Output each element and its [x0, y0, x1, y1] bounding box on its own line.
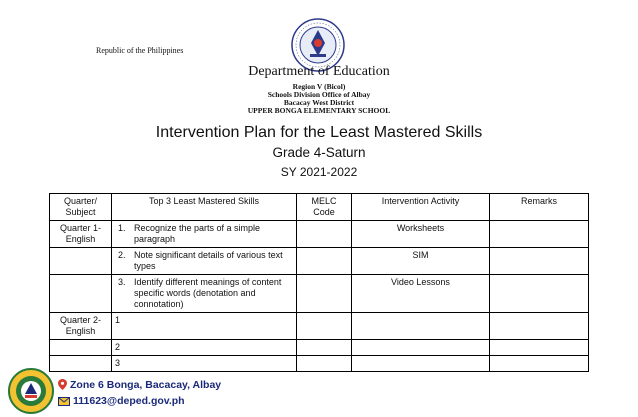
- remarks-cell: [490, 356, 589, 372]
- melc-code-cell: [297, 340, 352, 356]
- footer-email: [58, 395, 185, 407]
- melc-code-cell: [297, 313, 352, 340]
- skill-text: Note significant details of various text types: [134, 250, 283, 271]
- email-text: 111623@deped.gov.ph: [73, 395, 185, 407]
- remarks-cell: [490, 340, 589, 356]
- skill-text: Recognize the parts of a simple paragraph: [134, 223, 261, 244]
- intervention-table: [49, 193, 589, 372]
- plan-title: Intervention Plan for the Least Mastered Skills: [155, 124, 483, 141]
- skill-cell: [112, 275, 297, 313]
- quarter2-label: Quarter 2- English: [50, 313, 112, 340]
- activity-cell: Video Lessons: [352, 275, 490, 313]
- skill-cell: 1: [112, 313, 297, 340]
- table-header-row: [50, 194, 589, 221]
- activity-cell: SIM: [352, 248, 490, 275]
- department-title: Department of Education: [248, 64, 390, 79]
- header-quarter-subject: Quarter/ Subject: [50, 194, 112, 221]
- location-pin-icon: [58, 379, 67, 390]
- mail-icon: [58, 397, 70, 406]
- skill-cell: 2: [112, 340, 297, 356]
- region-label: Region V (Bicol): [292, 82, 346, 91]
- melc-code-cell: [297, 221, 352, 248]
- activity-cell: [352, 313, 490, 340]
- header-remarks: Remarks: [490, 194, 589, 221]
- table-row: [50, 313, 589, 340]
- school-year: SY 2021-2022: [280, 165, 358, 179]
- remarks-cell: [490, 313, 589, 340]
- header-melc-code: MELC Code: [297, 194, 352, 221]
- quarter-cell-empty: [50, 275, 112, 313]
- remarks-cell: [490, 248, 589, 275]
- melc-code-cell: [297, 356, 352, 372]
- activity-cell: [352, 356, 490, 372]
- quarter1-label: Quarter 1- English: [50, 221, 112, 248]
- activity-cell: [352, 340, 490, 356]
- footer-address: [58, 379, 221, 391]
- address-text: Zone 6 Bonga, Bacacay, Albay: [70, 379, 222, 391]
- skill-number: 2.: [118, 250, 126, 260]
- remarks-cell: [490, 221, 589, 248]
- activity-cell: Worksheets: [352, 221, 490, 248]
- table-row: [50, 248, 589, 275]
- school-name: UPPER BONGA ELEMENTARY SCHOOL: [247, 106, 391, 115]
- skill-cell: 3: [112, 356, 297, 372]
- melc-code-cell: [297, 248, 352, 275]
- school-logo: [8, 368, 54, 414]
- table-row: [50, 221, 589, 248]
- skill-cell: [112, 221, 297, 248]
- district-label: Bacacay West District: [283, 98, 355, 107]
- republic-label: Republic of the Philippines: [96, 46, 184, 55]
- remarks-cell: [490, 275, 589, 313]
- grade-title: Grade 4-Saturn: [272, 145, 366, 160]
- header-intervention-activity: Intervention Activity: [352, 194, 490, 221]
- quarter-cell-empty: [50, 248, 112, 275]
- division-label: Schools Division Office of Albay: [267, 90, 371, 99]
- skill-text: Identify different meanings of content specific words (denotation and connotation): [134, 277, 282, 309]
- quarter-cell-empty: [50, 356, 112, 372]
- table-row: [50, 340, 589, 356]
- quarter-cell-empty: [50, 340, 112, 356]
- header-skills: Top 3 Least Mastered Skills: [112, 194, 297, 221]
- table-row: [50, 275, 589, 313]
- melc-code-cell: [297, 275, 352, 313]
- table-row: [50, 356, 589, 372]
- skill-number: 3.: [118, 277, 126, 287]
- skill-cell: [112, 248, 297, 275]
- skill-number: 1.: [118, 223, 126, 233]
